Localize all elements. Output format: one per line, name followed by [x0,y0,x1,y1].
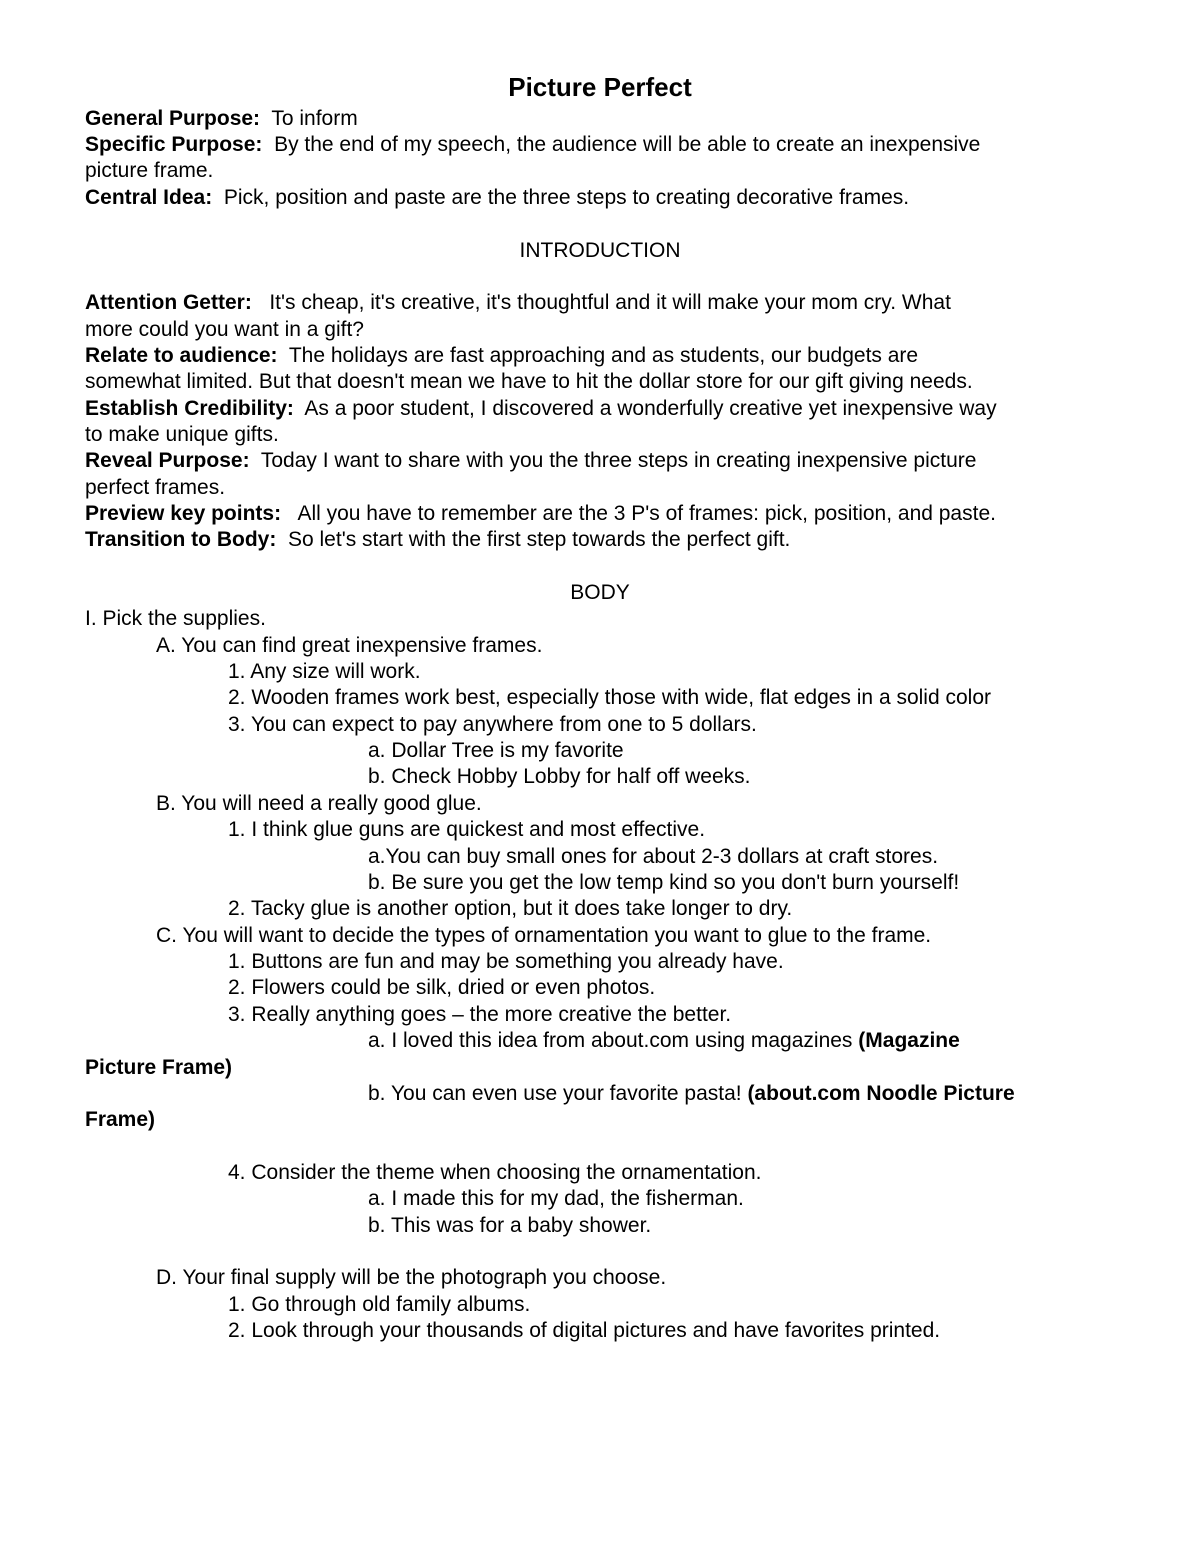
body-heading: BODY [570,581,630,604]
relate-label: Relate to audience: [85,344,278,367]
outline-item: a. I made this for my dad, the fisherman. [368,1187,744,1210]
attention-getter [85,290,951,316]
outline-item: I. Pick the supplies. [85,607,266,630]
establish-credibility [85,396,997,422]
preview-key-points [85,501,996,527]
outline-item: a. Dollar Tree is my favorite [368,739,624,762]
source-citation: (about.com Noodle Picture [747,1082,1015,1105]
source-citation: Picture Frame) [85,1056,233,1079]
outline-item: 3. Really anything goes – the more creative the better. [228,1003,732,1026]
reveal-label: Reveal Purpose: [85,449,250,472]
outline-item: C. You will want to decide the types of ornamentation you want to glue to the frame. [156,924,932,947]
transition-text: So let's start with the first step towards the perfect gift. [288,528,791,551]
outline-item: 1. I think glue guns are quickest and most effective. [228,818,706,841]
general-purpose [85,106,358,132]
source-citation-cont [85,1055,232,1081]
specific-purpose-text: By the end of my speech, the audience will be able to create an inexpensive [274,133,981,156]
transition-label: Transition to Body: [85,528,277,551]
general-purpose-text: To inform [271,107,358,130]
source-citation: (Magazine [858,1029,960,1052]
specific-purpose-cont: picture frame. [85,159,214,182]
outline-item: 2. Look through your thousands of digital pictures and have favorites printed. [228,1319,941,1342]
credibility-label: Establish Credibility: [85,397,294,420]
attention-getter-text: It's cheap, it's creative, it's thoughtful and it will make your mom cry. What [269,291,951,314]
preview-label: Preview key points: [85,502,282,525]
outline-item: 3. You can expect to pay anywhere from one to 5 dollars. [228,713,757,736]
outline-item: D. Your final supply will be the photograph you choose. [156,1266,667,1289]
outline-item: 2. Flowers could be silk, dried or even photos. [228,976,656,999]
central-idea [85,185,909,211]
attention-getter-cont: more could you want in a gift? [85,318,364,341]
outline-item: 1. Buttons are fun and may be something you already have. [228,950,784,973]
outline-item: b. Check Hobby Lobby for half off weeks. [368,765,751,788]
source-citation: Frame) [85,1108,156,1131]
transition-to-body [85,527,790,553]
outline-item: a.You can buy small ones for about 2-3 dollars at craft stores. [368,845,939,868]
page-title: Picture Perfect [508,72,692,102]
introduction-heading: INTRODUCTION [519,239,681,262]
preview-text: All you have to remember are the 3 P's of frames: pick, position, and paste. [297,502,996,525]
reveal-text: Today I want to share with you the three steps in creating inexpensive picture [260,449,977,472]
relate-to-audience [85,343,918,369]
outline-item: 2. Wooden frames work best, especially those with wide, flat edges in a solid color [228,686,991,709]
reveal-purpose [85,448,976,474]
outline-item [368,1081,1015,1107]
outline-item: A. You can find great inexpensive frames. [156,634,543,657]
relate-to-audience-cont: somewhat limited. But that doesn't mean we have to hit the dollar store for our gift giving needs. [85,370,973,393]
outline-item: b. This was for a baby shower. [368,1214,652,1237]
central-idea-text: Pick, position and paste are the three steps to creating decorative frames. [223,186,910,209]
central-idea-label: Central Idea: [85,186,213,209]
specific-purpose-label: Specific Purpose: [85,133,263,156]
outline-item: 4. Consider the theme when choosing the ornamentation. [228,1161,762,1184]
credibility-text: As a poor student, I discovered a wonderfully creative yet inexpensive way [304,397,997,420]
outline-item: B. You will need a really good glue. [156,792,482,815]
establish-credibility-cont: to make unique gifts. [85,423,279,446]
outline-item-text: a. I loved this idea from about.com using magazines [368,1029,853,1052]
relate-text: The holidays are fast approaching and as students, our budgets are [288,344,919,367]
outline-item: 1. Any size will work. [228,660,421,683]
attention-getter-label: Attention Getter: [85,291,252,314]
outline-item: b. Be sure you get the low temp kind so you don't burn yourself! [368,871,960,894]
outline-item: 2. Tacky glue is another option, but it does take longer to dry. [228,897,793,920]
outline-item: 1. Go through old family albums. [228,1293,531,1316]
source-citation-cont [85,1107,155,1133]
reveal-purpose-cont: perfect frames. [85,476,226,499]
outline-item [368,1028,960,1054]
outline-item-text: b. You can even use your favorite pasta! [368,1082,742,1105]
general-purpose-label: General Purpose: [85,107,261,130]
specific-purpose [85,132,980,158]
